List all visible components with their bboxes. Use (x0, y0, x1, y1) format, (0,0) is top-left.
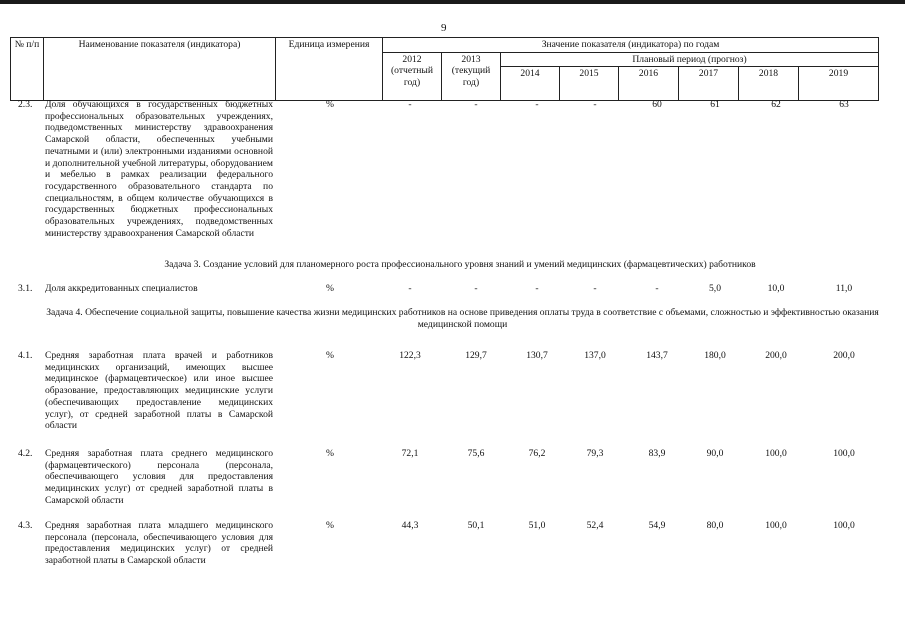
row-unit: % (326, 520, 334, 531)
row-indicator-name: Средняя заработная плата младшего медицинского персонала (персонала, обеспечивающего условия для предоставления медицинских услуг) от средней заработной платы в Самарской области (45, 520, 273, 567)
value-2014: - (535, 99, 539, 110)
value-2016: 54,9 (648, 520, 666, 531)
header-plan-period: Плановый период (прогноз) (501, 52, 879, 67)
value-2016: - (655, 283, 659, 294)
value-2018: 62 (771, 99, 781, 110)
value-2014: 76,2 (528, 448, 546, 459)
header-year-2019: 2019 (799, 67, 879, 101)
header-year-2015: 2015 (560, 67, 619, 101)
page-top-border (0, 0, 905, 4)
task-3-heading: Задача 3. Создание условий для планомерного роста профессионального уровня знаний и умений медицинских (фармацевтических) работников (164, 259, 756, 270)
row-unit: % (326, 350, 334, 361)
value-2013: 50,1 (467, 520, 485, 531)
value-2016: 60 (652, 99, 662, 110)
value-2016: 143,7 (646, 350, 668, 361)
value-2013: 75,6 (467, 448, 485, 459)
indicator-table-header (10, 37, 879, 101)
value-2017: 80,0 (706, 520, 724, 531)
value-2017: 61 (710, 99, 720, 110)
row-indicator-name: Доля обучающихся в государственных бюджетных профессиональных образовательных учреждениях, подведомственных министерству здравоохранения Самарской области, обеспеченных учебными печатными и (или) электронными изданиями основной и дополнительной учебной литературы, оборудованием и мебелью в рамках реализации федерального государственного образовательного стандарта по специальностям, в общем количестве обучающихся в государственных бюджетных профессиональных образовательных учреждениях, подведомственных министерству здравоохранения Самарской области (45, 99, 273, 239)
page-number: 9 (441, 22, 447, 34)
value-2016: 83,9 (648, 448, 666, 459)
value-2015: 79,3 (586, 448, 604, 459)
value-2018: 200,0 (765, 350, 787, 361)
row-number: 2.3. (18, 99, 33, 110)
row-indicator-name: Доля аккредитованных специалистов (45, 283, 198, 294)
header-no: № п/п (11, 38, 44, 101)
row-unit: % (326, 99, 334, 110)
header-year-2017: 2017 (679, 67, 739, 101)
value-2015: 52,4 (586, 520, 604, 531)
row-number: 3.1. (18, 283, 33, 294)
value-2019: 100,0 (833, 520, 855, 531)
value-2019: 11,0 (835, 283, 853, 294)
value-2018: 100,0 (765, 520, 787, 531)
value-2017: 90,0 (706, 448, 724, 459)
value-2012: 44,3 (401, 520, 419, 531)
value-2018: 100,0 (765, 448, 787, 459)
header-unit: Единица измерения (276, 38, 383, 101)
value-2012: 72,1 (401, 448, 419, 459)
value-2017: 180,0 (704, 350, 726, 361)
value-2019: 100,0 (833, 448, 855, 459)
header-name: Наименование показателя (индикатора) (44, 38, 276, 101)
row-number: 4.1. (18, 350, 33, 361)
value-2014: 130,7 (526, 350, 548, 361)
value-2015: - (593, 99, 597, 110)
header-value-group: Значение показателя (индикатора) по годам (383, 38, 879, 53)
header-year-2018: 2018 (739, 67, 799, 101)
row-unit: % (326, 283, 334, 294)
header-year-2012: 2012 (отчетный год) (383, 52, 442, 101)
row-number: 4.2. (18, 448, 33, 459)
value-2012: - (408, 283, 412, 294)
value-2013: - (474, 283, 478, 294)
header-year-2016: 2016 (619, 67, 679, 101)
header-year-2013: 2013 (текущий год) (442, 52, 501, 101)
row-unit: % (326, 448, 334, 459)
value-2014: - (535, 283, 539, 294)
value-2017: 5,0 (709, 283, 721, 294)
row-number: 4.3. (18, 520, 33, 531)
value-2018: 10,0 (767, 283, 785, 294)
value-2019: 200,0 (833, 350, 855, 361)
value-2013: 129,7 (465, 350, 487, 361)
row-indicator-name: Средняя заработная плата врачей и работников медицинских организаций, имеющих высшее медицинское (фармацевтическое) или иное высшее образование, предоставляющих медицинские услуги (обеспечивающих предоставление медицинских услуг), от средней заработной платы в Самарской области (45, 350, 273, 432)
row-indicator-name: Средняя заработная плата среднего медицинского (фармацевтического) персонала (персонала, обеспечивающего условия для предоставления медицинских услуг) от средней заработной платы в Самарской области (45, 448, 273, 506)
value-2013: - (474, 99, 478, 110)
value-2014: 51,0 (528, 520, 546, 531)
value-2012: - (408, 99, 412, 110)
value-2019: 63 (839, 99, 849, 110)
value-2012: 122,3 (399, 350, 421, 361)
task-4-heading: Задача 4. Обеспечение социальной защиты, повышение качества жизни медицинских работников на основе приведения оплаты труда в соответствие с объемами, сложностью и эффективностью оказания медицинской помощи (46, 307, 879, 330)
header-year-2014: 2014 (501, 67, 560, 101)
value-2015: 137,0 (584, 350, 606, 361)
value-2015: - (593, 283, 597, 294)
